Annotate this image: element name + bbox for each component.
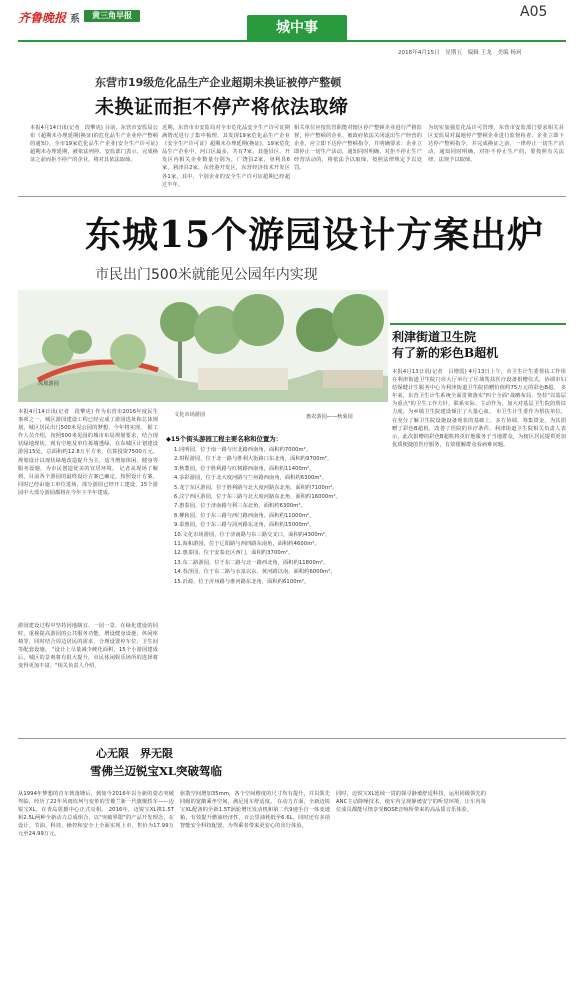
list-item: 3.秋董园，位于胜利路与红树路西南角，面积约11400m²。 — [174, 465, 315, 472]
story2-headline: 东城15个游园设计方案出炉 — [85, 214, 545, 256]
story1-kicker: 东营市19级危化品生产企业超期未换证被停产整顿 — [95, 76, 342, 89]
story2-col2: 游园建设过程中坚持因地制宜、一园一景，在绿化建设的同时，重视提高游园的公共服务功能，增设健身设施、休闲座椅等，同时结合周边居民的需求，合理设置停车位、卫生间等配套设施。 "设计上尽量减少硬化面积，15个小游园建成后，城区的景观将有很大提升，市民休闲娱乐场所的选择将变得更加丰富。"相关负责人介绍。 — [18, 623, 158, 670]
story4-col2: 驱散空间增加35mm，各个空间维度的尺寸均有提升，并以领先同级的宽敞乘坐空间，满足用车舒适度。 在动力方面，全新迈锐宝XL配备的全新1.5T涡轮增压发动机和第二代9速手自一体变速箱，有效提升燃油经济性，百公里油耗低至6.6L，同时还有多项智能安全科技配置，为驾乘者带来更安心的出行体验。 — [180, 791, 330, 830]
header-rule — [18, 40, 566, 42]
list-item: 1.同明园，位于南一路与庆北路西南角，面积约7000m²。 — [174, 447, 312, 453]
story4-col1: 从1994年梦想的首车到落锤后，到如今2016年以全新的姿态突破驾临，经历了22年风雨坎坷与变革的雪佛兰新一代旗舰轿车——迈锐宝XL，在青岛震撼中心正式亮相。 2016年，迈锐宝XL携1.5T和2.5L两种全新动力总成组合，以"突破界限"的产品开发理念，在设计、节油、科技、操控和安全上全面实现上市，售价为17.99万元至24.99万元。 — [18, 791, 174, 838]
story1-col1: 本报4月14日讯(记者 段擎虎) 目前，东营市安监局公布《超期未办理延期(换证)的危化品生产企业停产整顿的通知》，全市19家危化品生产企业(安全生产许可证)超期未办理延期，被依法列停。安监部门表示，完成换证之前而拒不停产的企业，将对其依法取缔。 — [30, 125, 158, 164]
list-item: 14.春泽园，位于东二路与水泉以东、黄河路以南，面积约6000m²。 — [174, 569, 336, 576]
list-item: 4.多彩游园，位于北大度河路与兰州路西南角，面积约6300m²。 — [174, 475, 327, 482]
story1-col3: 相关单位应按监管职能对辖区停产整顿企业进行严格监督，停产整顿的企业、被政府依法关闭退出生产经营的企业，应立即下达停产整顿指令，并明确要求：企业立即停止一切生产活动，通知同时明确，对拒不停止生产经营活动的，将依法予以取缔，按照法律规定予以处罚。 — [294, 125, 422, 172]
caption-3: 惠农游园——秋菊园 — [306, 414, 353, 420]
story4-col3: 同时，迈锐宝XL延续一贯的探寻静谧舒适科技，运用同级领先的ANC主动降噪技术，使车内呈现静谧安宁的听觉环境，让车内每位成员都能尽情享受BOSE音响所带来的高品质音乐体验。 — [336, 791, 486, 814]
story3-kicker: 利津街道卫生院 — [392, 330, 477, 344]
box-title: ◆15个街头游园工程主要名称和位置为： — [166, 435, 283, 443]
list-item: 7.惠泰园，位于济南路与利三东北角，面积约6300m²。 — [174, 503, 306, 510]
page-number: A05 — [520, 4, 548, 20]
story4-kicker: 心无限 界无限 — [96, 747, 173, 760]
park-rendering-svg — [18, 290, 388, 402]
edition-tag: 黄三角早报 — [84, 10, 140, 22]
list-item: 6.汶宁西区游园，位于东三路与北大度河路东北角，面积约16000m²。 — [174, 494, 341, 501]
story1-headline: 未换证而拒不停产将依法取缔 — [95, 96, 349, 118]
divider — [18, 196, 566, 197]
list-item: 8.柳和园，位于东三路与西门路西南角，面积约11000m²。 — [174, 512, 315, 519]
story4-headline: 雪佛兰迈锐宝XL突破驾临 — [90, 764, 223, 778]
story3-body: 本报4月13日讯(记者 吕增霞) 4月13日上午，市卫生计生委帮扶工作组在利津街道卫生院门诊大厅举行了区域帮扶医疗设备捐赠仪式，协调市妇幼保健计生服务中心为利津街道卫生院捐赠价值约75万元的彩色B超。 多年来，东营卫生计生系统全面贯彻落实"四个全面"战略布局，坚持"以基层为重点"的卫生工作方针，联系实际、主动作为，加大对基层卫生院的帮扶力度，为乡镇卫生院建设倾注了大量心血。 市卫生计生委作为帮扶单位，在充分了解卫生院设施设备现状的基础上，多方协调，筹集资金，为其捐赠了彩色B超机，改善了医院的诊疗条件。利津街道卫生院相关负责人表示，此次捐赠的彩色B超机将更好地服务于当地群众，为辖区居民提供更加优质便捷的医疗服务，有效缓解群众看病难问题。 — [392, 369, 566, 448]
story2-col1: 本报4月14日讯(记者 段擎虎) 作为东营市2016年度民生事项之一，城区游园建设工程已经完成了游园选址和总体规划，城区居民出门500米见公园的梦想，今年将实现。 据工作人员介绍，按照500米见园的城市布局规划要求，结合现状绿地现状，现有空地及单位拆墙透绿，在东城区计划建设游园15处，总面积约12.8万平方米，估算投资7500万元，规划设计以现状绿地改造提升为主，适当增加休闲、健身等服务设施，为市民创造优美的宜居环境。 记者从现场了解到，目前各个游园的最终设计方案已确定，按照设计方案，同时已经由施工单位进场，部分游园已经开工建设，15个游园中大部分游园都将在今年下半年建成。 — [18, 409, 158, 496]
list-item: 2.琪程游园，位于北一路与胜利大街路口东北角，面积约9700m²。 — [174, 456, 333, 463]
list-item: 9.泰惠园，位于东三路与菏河路东北角，面积约15000m²。 — [174, 522, 315, 529]
story3-headline: 有了新的彩色B超机 — [392, 346, 499, 360]
list-item: 13.东二路游园，位于东二路与北一路西北角，面积约11800m²。 — [174, 559, 329, 566]
caption-2: 文化市场游园 — [174, 412, 206, 418]
story1-col4: 为切实加强危化品许可管理，东营市安监部门要求相关县区安监局对属地停产整顿企业进行监督检查，企业立即下达停产整顿指令，并完成换证之前，一律停止一切生产活动，通知同时明确，对拒不停止生产的，要按照有关法律、法规予以取缔。 — [428, 125, 564, 164]
divider — [18, 738, 566, 739]
caption-1: 凤凰游园 — [38, 381, 59, 387]
section-title: 城中事 — [247, 15, 347, 41]
story2-subhead: 市民出门500米就能见公园年内实现 — [95, 267, 318, 283]
list-item: 5.龙宁东区游园，位于胜利路与北大度河路东北角，面积约7100m²。 — [174, 484, 338, 491]
dateline: 2016年4月15日 星期五 编辑 王龙 美编 杨珂 — [398, 50, 522, 56]
list-item: 11.海和游园，位于辽阳路与西四路东南角，面积约4600m²。 — [174, 541, 320, 548]
list-item: 12.惠泰园，位于安泰北区西门，面积约3700m²。 — [174, 550, 294, 557]
list-item: 10.文化市场游园，位于济南路与东三路交叉口，面积约4300m²。 — [174, 531, 331, 538]
logo-suffix: 系 — [70, 14, 80, 25]
park-rendering-image — [18, 290, 388, 402]
story1-col2: 近期，东营市市安监局对全市危化品安全生产许可证期满情况进行了集中梳理，其发现19家危化品生产企业《安全生产许可证》超期未办理延期(换证)，19家危化品生产企业中，河口区最多，共有7家，其他县区、开发区内相关企业数量分别为，广饶县2家，垦利县6家，利津县2家，东营港开发区，东营经济技术开发区各1家，其中，个别企业的安全生产许可证超期已经超过半年。 — [162, 125, 290, 188]
sidebar-rule — [390, 323, 566, 325]
newspaper-logo: 齐鲁晚报 — [18, 11, 67, 25]
park-list — [174, 446, 374, 587]
park-list-box — [164, 428, 386, 738]
list-item: 15.沂源，位于沂州路与淮河路东北角，面积约6100m²。 — [174, 578, 310, 585]
